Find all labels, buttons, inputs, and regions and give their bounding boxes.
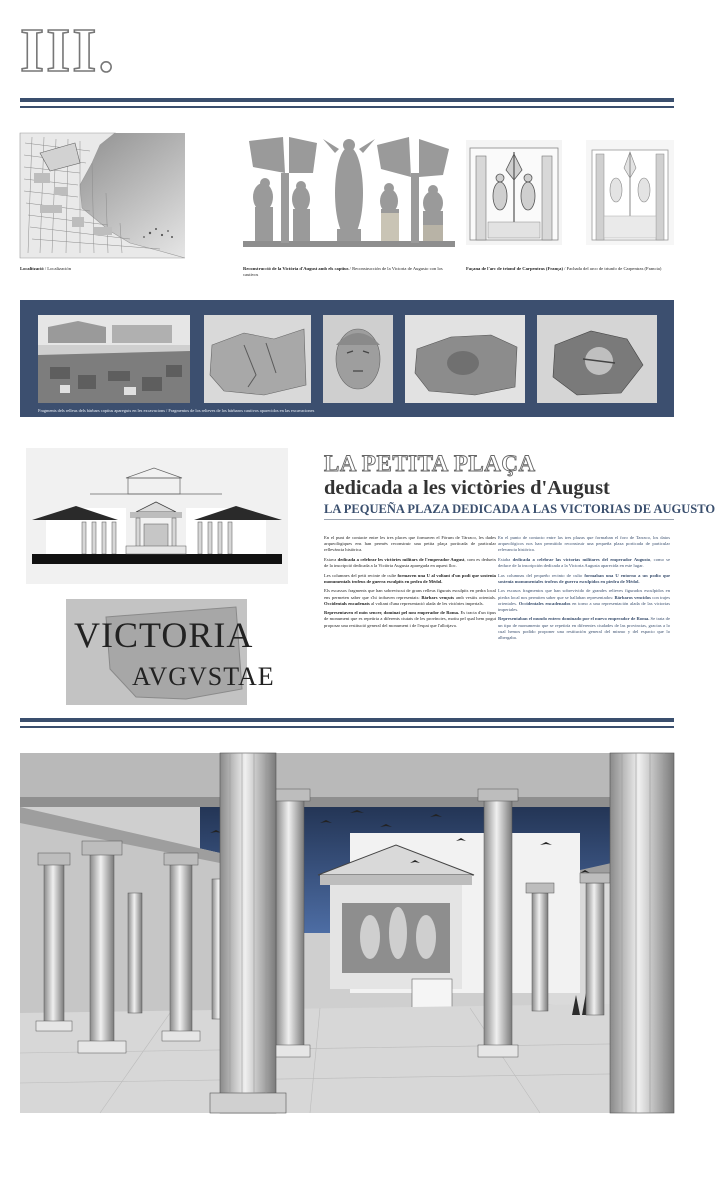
caption-location: Localització / Localización (20, 266, 72, 271)
ca-paragraph-5: Representaven el món sencer, dominat pel nou emperador de Roma. Es tracta d'un tipus de monument que es repetiria a diferents ciutats de les províncies, motiu pel qual hem pogut proposar una restitució general del monument i de l'espai que l'allotjava. (324, 610, 496, 628)
title-spanish: LA PEQUEÑA PLAZA DEDICADA A LAS VICTORIAS DE AUGUSTO (324, 502, 715, 516)
excavation-photo (38, 315, 190, 403)
ca-paragraph-3: Les columnes del petit recinte de culte formaven una U al voltant d'un podi que sostenia monumentals trofeus de guerra esculpits en pedra de Mèdol. (324, 572, 496, 584)
text-column-catalan (324, 535, 496, 632)
es-paragraph-4: Los escasos fragmentos que han sobrevivido de grandes relieves figurados esculpidos en piedra local nos permiten saber que se hallaban representados: Bárbaros vencidos con trajes orientales. Occidentales encadenados en torno a una representación alada de las victorias imperiales. (498, 588, 671, 612)
relief-fragment-head (323, 315, 393, 403)
divider-bottom-thin (20, 726, 674, 728)
relief-fragment-2 (405, 315, 525, 403)
ca-paragraph-2: Estava dedicada a celebrar les victòries militars de l'emperador August, com es dedueix de la inscripció dedicada a la Victòria Augusta apareguda en aquest lloc. (324, 556, 496, 568)
divider-top (20, 98, 674, 102)
carpentras-arch-drawing (586, 140, 674, 245)
victoria-inscription-image (66, 599, 275, 705)
section-number: III. (20, 17, 116, 85)
divider-top-thin (20, 106, 674, 108)
band-caption: Fragments dels relleus dels bàrbars captius apareguts en les excavacions / Fragmentos de los relieves de los bárbaros cautivos aparecidos en las excavaciones (38, 408, 315, 413)
es-paragraph-3: Las columnas del pequeño recinto de culto formaban una U entorno a un podio que sostenía monumentales trofeos de guerra esculpidos en piedra de Mèdol. (498, 572, 670, 584)
caption-carpentras: Façana de l'arc de triomf de Carpentras (França) / Fachada del arco de triunfo de Carpentras (Francia) (466, 266, 662, 271)
relief-fragment-1 (204, 315, 311, 403)
caption-victory-reconstruction: Reconstrucció de la Victòria d'August amb els captius / Reconstrucción de la Victoria de Augusto con los cautivos (243, 266, 443, 277)
title-main: LA PETITA PLAÇA (324, 451, 536, 476)
divider-bottom (20, 718, 674, 722)
es-paragraph-5: Representaban el mundo entero dominado por el nuevo emperador de Roma. Se trata de un tipo de monumento que se repetiría en diferentes ciudades de las provincias, gracias a lo cual hemos podido proponer una restitución general del mismo y del espacio que lo albergaba. (498, 616, 670, 640)
es-paragraph-2: Estaba dedicada a celebrar las victorias militares del emperador Augusto, como se deduce de la inscripción dedicada a la Victoria Augusta aparecida en este lugar. (498, 556, 670, 568)
title-rule (324, 519, 674, 520)
relief-fragment-3 (537, 315, 657, 403)
inscription-line-2: AVGVSTAE (132, 662, 275, 691)
plaza-3d-reconstruction (20, 753, 674, 1113)
temple-section-drawing (26, 448, 288, 584)
es-paragraph-1: En el punto de contacto entre las tres plazas que formaban el foro de Tarraco, los datos arqueológicos nos han permitido reconstruir una pequeña plaza porticada de particular relevancia histórica. (498, 535, 670, 553)
carpentras-arch-photo (466, 140, 562, 245)
ca-paragraph-4: Els escassos fragments que han sobreviscut de grans relleus figurats esculpits en pedra local ens permeten saber que s'hi trobaven representats: Bàrbars vençuts amb vestits orientals. Occidentals encadenats al voltant d'una representació alada de les victòries imperials. (324, 588, 496, 606)
inscription-line-1: VICTORIA (74, 615, 254, 655)
text-column-spanish (498, 535, 670, 644)
location-map-image (20, 133, 185, 258)
ca-paragraph-1: En el punt de contacte entre les tres places que formaven el Fòrum de Tàrraco, les dades arqueològiques ens han permès reconstruir una petita plaça porticada de particular rellevància històrica. (324, 535, 496, 553)
victory-reconstruction-image (243, 133, 455, 258)
title-subtitle: dedicada a les victòries d'August (324, 477, 610, 499)
